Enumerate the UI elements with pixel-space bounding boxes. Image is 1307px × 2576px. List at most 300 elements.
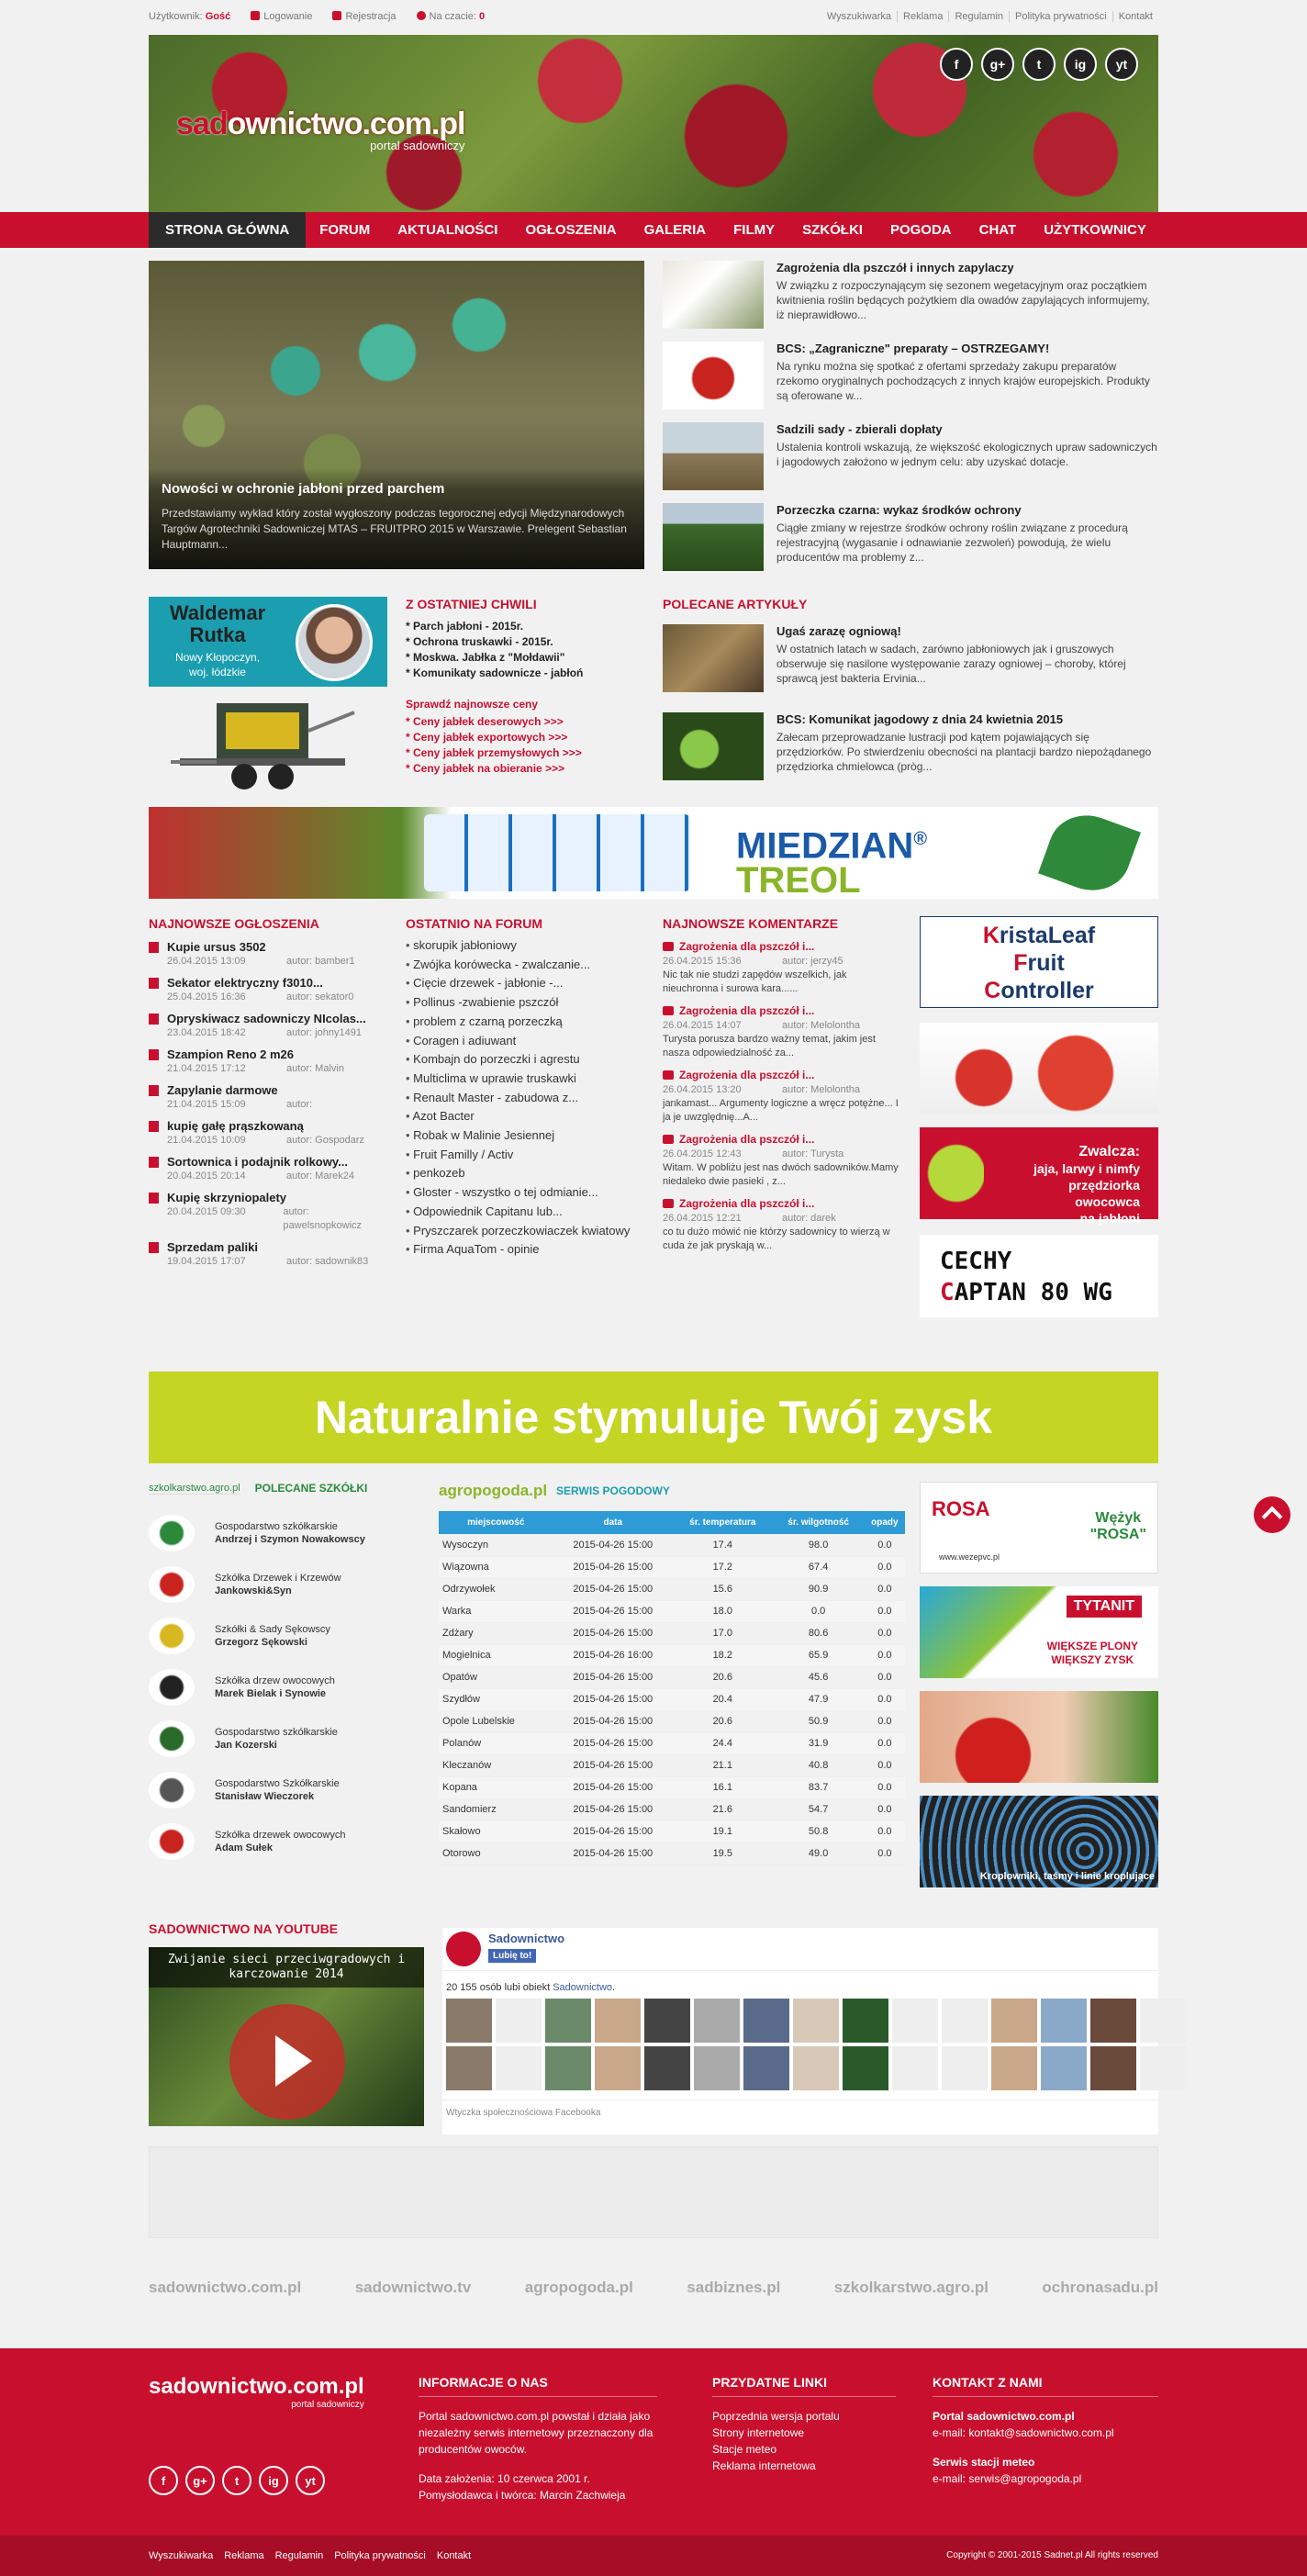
article-text: W ostatnich latach w sadach, zarówno jabłoniowych jak i gruszowych obserwuje się nasilone występowanie zarazy ogniowej – choroby, której sprawcą jest bakteria Ervinia... (776, 643, 1126, 685)
news-item[interactable] (663, 503, 1158, 584)
fb-face-avatar[interactable] (1041, 1999, 1087, 2043)
latest-item[interactable]: * Parch jabłoni - 2015r. (406, 620, 524, 633)
forum-topic[interactable]: • penkozeb (406, 1164, 644, 1183)
weather-cell: 2015-04-26 15:00 (553, 1622, 673, 1644)
nursery-type: Gospodarstwo szkółkarskie (215, 1521, 338, 1532)
nursery-name[interactable]: Grzegorz Sękowski (215, 1637, 307, 1648)
latest-classifieds (149, 916, 387, 1276)
zwalcza-ad[interactable]: Zwalcza: jaja, larwy i nimfy przędziorka owocowca na jabłoni (920, 1127, 1158, 1219)
fb-face-avatar[interactable] (446, 2046, 492, 2090)
nursery-logo[interactable] (149, 1618, 195, 1654)
forum-topic[interactable]: • problem z czarną porzeczką (406, 1013, 644, 1032)
footer-link[interactable]: Stacje meteo (712, 2443, 777, 2456)
grower-last-name: Rutka (189, 623, 246, 646)
comment-item[interactable] (663, 1004, 901, 1060)
weather-col-header: opady (865, 1511, 905, 1534)
comment-item[interactable] (663, 940, 901, 996)
news-item[interactable] (663, 342, 1158, 422)
weather-cell: 67.4 (773, 1556, 865, 1578)
fb-page-avatar[interactable] (446, 1932, 481, 1966)
nursery-item[interactable] (149, 1662, 413, 1713)
bottom-link[interactable]: Kontakt (436, 2550, 472, 2561)
nursery-logo[interactable] (149, 1669, 195, 1706)
article-title[interactable]: BCS: Komunikat jagodowy z dnia 24 kwietnia 2015 (776, 712, 1064, 726)
article-title[interactable]: Ugaś zarazę ogniową! (776, 624, 901, 638)
miedzian-ad-banner[interactable]: MIEDZIAN® TREOL (149, 807, 1158, 899)
classified-meta (167, 991, 387, 1004)
price-link[interactable]: * Ceny jabłek przemysłowych >>> (406, 746, 582, 759)
fb-face-avatar[interactable] (1041, 2046, 1087, 2090)
classified-title[interactable]: Kupię skrzyniopalety (167, 1191, 287, 1204)
nav-weather[interactable]: POGODA (889, 222, 952, 238)
nursery-name[interactable]: Jan Kozerski (215, 1740, 277, 1751)
classified-item[interactable] (149, 1119, 387, 1148)
weather-cell: 90.9 (773, 1578, 865, 1600)
classifieds-title: NAJNOWSZE OGŁOSZENIA (149, 916, 319, 931)
weather-cell[interactable]: Opatów (439, 1666, 553, 1688)
fb-face-avatar[interactable] (942, 1999, 988, 2043)
fb-face-avatar[interactable] (743, 1999, 789, 2043)
fb-face-avatar[interactable] (892, 2046, 938, 2090)
nursery-text (215, 1623, 330, 1649)
classified-title[interactable]: Kupie ursus 3502 (167, 940, 266, 954)
classified-title[interactable]: kupię gałę prąszkowaną (167, 1119, 304, 1133)
fb-face-avatar[interactable] (1140, 2046, 1186, 2090)
top-link-search[interactable]: Wyszukiwarka (826, 11, 892, 22)
comment-meta (663, 1213, 901, 1224)
nurseries-logo[interactable]: szkolkarstwo.agro.pl (149, 1482, 240, 1494)
fb-face-avatar[interactable] (694, 1999, 740, 2043)
classified-date: 21.04.2015 17:12 (167, 1063, 246, 1074)
news-item[interactable] (663, 422, 1158, 503)
comment-text: Witam. W pobliżu jest nas dwóch sadowników.Mamy niedaleko dwie pasieki , z... (663, 1162, 899, 1187)
footer-link[interactable]: Reklama internetowa (712, 2459, 816, 2472)
fb-face-avatar[interactable] (942, 2046, 988, 2090)
weather-cell[interactable]: Skałowo (439, 1820, 553, 1842)
nursery-logo[interactable] (149, 1772, 195, 1809)
weather-cell: 18.2 (673, 1644, 773, 1666)
nursery-item[interactable] (149, 1764, 413, 1816)
classified-item[interactable] (149, 1155, 387, 1183)
classified-author: autor: sekator0 (286, 991, 354, 1002)
forum-topic[interactable]: • Robak w Malinie Jesiennej (406, 1126, 644, 1146)
classified-item[interactable] (149, 1240, 387, 1269)
comment-title[interactable]: Zagrożenia dla pszczół i... (663, 1197, 901, 1210)
weather-cell: 0.0 (865, 1710, 905, 1732)
comment-item[interactable] (663, 1069, 901, 1125)
site-logo[interactable]: sadownictwo.com.pl portal sadowniczy (176, 106, 465, 152)
twitter-icon[interactable]: t (1022, 48, 1056, 81)
comment-meta (663, 1148, 901, 1159)
classified-author: autor: bamber1 (286, 956, 355, 967)
weather-cell[interactable]: Warka (439, 1600, 553, 1622)
forum-topic[interactable]: • Coragen i adiuwant (406, 1032, 644, 1051)
ad-placeholder (149, 2146, 1158, 2238)
nursery-item[interactable] (149, 1713, 413, 1764)
top-link-ads[interactable]: Reklama (897, 11, 948, 22)
fb-face-avatar[interactable] (644, 2046, 690, 2090)
classified-date: 23.04.2015 18:42 (167, 1027, 246, 1038)
fb-faces (442, 1999, 1158, 2090)
scroll-to-top-button[interactable] (1254, 1496, 1290, 1533)
weather-cell: 20.6 (673, 1666, 773, 1688)
weather-cell[interactable]: Opole Lubelskie (439, 1710, 553, 1732)
captan-ad[interactable]: CECHY CAPTAN 80 WG (920, 1235, 1158, 1317)
fb-page-name[interactable]: Sadownictwo (488, 1932, 565, 1945)
news-list (663, 261, 1158, 584)
fb-likes-count: 20 155 osób lubi obiekt Sadownictwo. (442, 1970, 1158, 1999)
news-thumbnail[interactable] (663, 261, 764, 329)
fb-face-avatar[interactable] (793, 2046, 839, 2090)
nursery-name[interactable]: Stanisław Wieczorek (215, 1791, 315, 1802)
price-link[interactable]: * Ceny jabłek na obieranie >>> (406, 762, 565, 775)
fb-face-avatar[interactable] (644, 1999, 690, 2043)
forum-topic[interactable]: • Renault Master - zabudowa z... (406, 1089, 644, 1108)
hero-title[interactable]: Nowości w ochronie jabłoni przed parchem (162, 481, 445, 497)
nav-forum[interactable]: FORUM (319, 222, 371, 238)
classified-title[interactable]: Sortownica i podajnik rolkowy... (167, 1155, 348, 1169)
classified-item[interactable] (149, 1012, 387, 1040)
apple-face-ad[interactable] (920, 1691, 1158, 1783)
news-thumbnail[interactable] (663, 342, 764, 409)
weather-cell: 2015-04-26 15:00 (553, 1732, 673, 1754)
featured-grower[interactable] (149, 597, 387, 687)
latest-news (406, 597, 644, 777)
forum-topic[interactable]: • Pollinus -zwabienie pszczół (406, 993, 644, 1013)
classified-item[interactable] (149, 1047, 387, 1076)
comment-title[interactable]: Zagrożenia dla pszczół i... (663, 1069, 901, 1081)
instagram-icon[interactable]: ig (259, 2466, 288, 2495)
weather-cell: 0.0 (865, 1820, 905, 1842)
nav-chat[interactable]: CHAT (978, 222, 1017, 238)
partner-logo[interactable]: sadownictwo.tv (354, 2279, 472, 2296)
weather-cell: 2015-04-26 15:00 (553, 1798, 673, 1820)
recommended-title: POLECANE ARTYKUŁY (663, 597, 808, 611)
forum-topic[interactable]: • Odpowiednik Capitanu lub... (406, 1203, 644, 1222)
weather-cell[interactable]: Wiązowna (439, 1556, 553, 1578)
youtube-icon[interactable]: yt (296, 2466, 325, 2495)
grower-town: Nowy Kłopoczyn, (174, 651, 261, 664)
forum-topic[interactable]: • Azot Bacter (406, 1107, 644, 1126)
strawberry-ad[interactable] (920, 1023, 1158, 1114)
forum-topic[interactable]: • Fruit Familly / Activ (406, 1146, 644, 1165)
classified-author: autor: (286, 1099, 313, 1110)
grower-region: woj. łódzkie (188, 666, 247, 678)
weather-row (439, 1556, 905, 1578)
weather-cell[interactable]: Polanów (439, 1732, 553, 1754)
youtube-video[interactable]: Zwijanie sieci przeciwgradowych i karczowanie 2014 (149, 1947, 424, 2126)
nursery-logo[interactable] (149, 1720, 195, 1757)
footer-contact: KONTAKT Z NAMI Portal sadownictwo.com.pl e-mail: kontakt@sadownictwo.com.pl Serwis stacji meteo e-mail: serwis@agropogoda.pl (933, 2374, 1158, 2500)
forum-topic[interactable]: • skorupik jabłoniowy (406, 936, 644, 956)
fb-plugin-label[interactable]: Wtyczka społecznościowa Facebooka (442, 2100, 1158, 2125)
weather-cell: 2015-04-26 15:00 (553, 1688, 673, 1710)
bottom-link[interactable]: Reklama (224, 2550, 264, 2561)
fb-face-avatar[interactable] (694, 2046, 740, 2090)
partner-logo[interactable]: sadownictwo.com.pl (149, 2279, 302, 2296)
nursery-type: Szkółka drzew owocowych (215, 1675, 335, 1686)
classified-date: 19.04.2015 17:07 (167, 1256, 246, 1267)
footer-link[interactable]: Strony internetowe (712, 2426, 805, 2439)
comment-item[interactable] (663, 1197, 901, 1253)
nursery-item[interactable] (149, 1816, 413, 1867)
twitter-icon[interactable]: t (222, 2466, 251, 2495)
yellow-ad-banner[interactable]: Naturalnie stymuluje Twój zysk (149, 1372, 1158, 1463)
drip-line-ad[interactable]: Kroplowniki, taśmy i linie kroplujące (920, 1796, 1158, 1887)
fb-face-avatar[interactable] (446, 1999, 492, 2043)
comment-item[interactable] (663, 1133, 901, 1189)
footer-logo[interactable]: sadownictwo.com.pl portal sadowniczy (149, 2374, 364, 2410)
nursery-item[interactable] (149, 1610, 413, 1662)
classified-item[interactable] (149, 940, 387, 969)
instagram-icon[interactable]: ig (1064, 48, 1097, 81)
nursery-item[interactable] (149, 1559, 413, 1610)
facebook-icon[interactable]: f (149, 2466, 178, 2495)
weather-cell: 0.0 (865, 1622, 905, 1644)
nursery-text (215, 1777, 340, 1803)
article-thumbnail[interactable] (663, 624, 764, 692)
nursery-item[interactable] (149, 1507, 413, 1559)
nurseries-title: POLECANE SZKÓŁKI (254, 1482, 368, 1495)
latest-item[interactable]: * Komunikaty sadownicze - jabłoń (406, 666, 584, 679)
classified-author: autor: Marek24 (286, 1170, 354, 1182)
nursery-text (215, 1674, 335, 1700)
forum-topic[interactable]: • Cięcie drzewek - jabłonie -... (406, 974, 644, 993)
article-thumbnail[interactable] (663, 712, 764, 780)
footer (0, 2348, 1307, 2536)
fb-face-avatar[interactable] (1140, 1999, 1186, 2043)
nursery-type: Szkółka Drzewek i Krzewów (215, 1573, 341, 1584)
news-title[interactable]: BCS: „Zagraniczne" preparaty – OSTRZEGAMY! (776, 342, 1050, 355)
partner-logo[interactable]: szkolkarstwo.agro.pl (833, 2279, 989, 2296)
comment-date: 26.04.2015 12:43 (663, 1148, 742, 1159)
weather-cell: 16.1 (673, 1776, 773, 1798)
price-link[interactable]: * Ceny jabłek exportowych >>> (406, 731, 568, 744)
weather-row (439, 1732, 905, 1754)
weather-row (439, 1754, 905, 1776)
weather-cell: 0.0 (865, 1754, 905, 1776)
weather-cell[interactable]: Kopana (439, 1776, 553, 1798)
bottom-link[interactable]: Polityka prywatności (334, 2550, 426, 2561)
forum-topic[interactable]: • Firma AquaTom - opinie (406, 1240, 644, 1260)
fb-like-button[interactable]: Lubię to! (488, 1949, 536, 1963)
nursery-name[interactable]: Jankowski&Syn (215, 1585, 292, 1596)
news-text: Ustalenia kontroli wskazują, że większość ekologicznych upraw sadowniczych i jagodowych założono w jednym celu: aby uzyskać dotacje. (776, 441, 1157, 468)
weather-cell: 24.4 (673, 1732, 773, 1754)
main-nav (0, 212, 1307, 248)
nursery-name[interactable]: Adam Sułek (215, 1842, 273, 1854)
classified-title[interactable]: Zapylanie darmowe (167, 1083, 278, 1097)
fb-face-avatar[interactable] (743, 2046, 789, 2090)
comment-title[interactable]: Zagrożenia dla pszczół i... (663, 1133, 901, 1146)
weather-cell: 2015-04-26 15:00 (553, 1820, 673, 1842)
classified-meta (167, 1026, 387, 1040)
footer-link[interactable]: Poprzednia wersja portalu (712, 2410, 840, 2423)
user-status: Użytkownik: Gość (149, 11, 231, 22)
sprayer-ad-image[interactable] (162, 694, 363, 795)
comment-author: autor: Melolontha (782, 1020, 860, 1031)
forum-topic[interactable]: • Kombajn do porzeczki i agrestu (406, 1050, 644, 1070)
nav-users[interactable]: UŻYTKOWNICY (1044, 222, 1146, 238)
comment-title[interactable]: Zagrożenia dla pszczół i... (663, 940, 901, 953)
fb-face-avatar[interactable] (1090, 1999, 1136, 2043)
partner-logos (149, 2279, 1158, 2297)
footer-about: INFORMACJE O NAS Portal sadownictwo.com.pl powstał i działa jako niezależny serwis internetowy przeznaczony dla producentów owoców. Data założenia: 10 czerwca 2001 r. Pomysłodawca i twórca: Marcin Zachwieja (419, 2374, 657, 2503)
login-link[interactable]: Logowanie (251, 11, 312, 22)
latest-item[interactable]: * Ochrona truskawki - 2015r. (406, 635, 553, 648)
weather-cell: 0.0 (865, 1842, 905, 1865)
weather-row (439, 1600, 905, 1622)
fb-face-avatar[interactable] (1090, 2046, 1136, 2090)
weather-cell: 0.0 (865, 1556, 905, 1578)
weather-cell: 17.4 (673, 1534, 773, 1556)
fb-face-avatar[interactable] (545, 2046, 591, 2090)
fb-face-avatar[interactable] (496, 1999, 542, 2043)
nursery-name[interactable]: Marek Bielak i Synowie (215, 1688, 327, 1699)
partner-logo[interactable]: agropogoda.pl (524, 2279, 633, 2296)
fb-face-avatar[interactable] (892, 1999, 938, 2043)
chat-status[interactable]: Na czacie: 0 (417, 11, 486, 22)
forum-topic[interactable]: • Gloster - wszystko o tej odmianie... (406, 1183, 644, 1203)
weather-cell: 20.6 (673, 1710, 773, 1732)
classified-item[interactable] (149, 976, 387, 1004)
forum-topic[interactable]: • Pryszczarek porzeczkowiaczek kwiatowy (406, 1222, 644, 1241)
classified-item[interactable] (149, 1083, 387, 1112)
google-plus-icon[interactable]: g+ (981, 48, 1014, 81)
nursery-text (215, 1572, 341, 1597)
weather-row (439, 1534, 905, 1556)
bottom-link[interactable]: Regulamin (274, 2550, 324, 2561)
news-item[interactable] (663, 261, 1158, 342)
classified-meta (167, 1255, 387, 1269)
nursery-name[interactable]: Andrzej i Szymon Nowakowscy (215, 1534, 365, 1545)
weather-cell: 2015-04-26 15:00 (553, 1842, 673, 1865)
weather-cell[interactable]: Odrzywołek (439, 1578, 553, 1600)
forum-latest (406, 916, 644, 1260)
comment-author: autor: jerzy45 (782, 956, 843, 967)
news-title[interactable]: Sadzili sady - zbierali dopłaty (776, 422, 943, 436)
nav-nurseries[interactable]: SZKÓŁKI (802, 222, 863, 238)
fb-face-avatar[interactable] (793, 1999, 839, 2043)
weather-cell: 2015-04-26 15:00 (553, 1710, 673, 1732)
news-title[interactable]: Zagrożenia dla pszczół i innych zapylaczy (776, 261, 1014, 274)
fb-face-avatar[interactable] (843, 1999, 888, 2043)
bottom-link[interactable]: Wyszukiwarka (149, 2550, 214, 2561)
partner-logo[interactable]: ochronasadu.pl (1042, 2279, 1158, 2296)
nav-home[interactable]: STRONA GŁÓWNA (149, 212, 306, 248)
classified-title[interactable]: Sprzedam paliki (167, 1240, 258, 1254)
weather-row (439, 1666, 905, 1688)
weather-cell[interactable]: Kleczanów (439, 1754, 553, 1776)
weather-cell: 2015-04-26 15:00 (553, 1776, 673, 1798)
weather-row (439, 1776, 905, 1798)
forum-topic[interactable]: • Zwójka korówecka - zwalczanie... (406, 956, 644, 975)
hero-article[interactable] (149, 261, 644, 569)
footer-links: PRZYDATNE LINKI Poprzednia wersja portalu Strony internetowe Stacje meteo Reklama internetowa (712, 2374, 896, 2474)
fb-face-avatar[interactable] (991, 2046, 1037, 2090)
fb-face-avatar[interactable] (595, 2046, 641, 2090)
comment-title[interactable]: Zagrożenia dla pszczół i... (663, 1004, 901, 1017)
weather-cell[interactable]: Szydłów (439, 1688, 553, 1710)
classified-meta (167, 1098, 387, 1112)
nav-films[interactable]: FILMY (733, 222, 776, 238)
weather-cell[interactable]: Wysoczyn (439, 1534, 553, 1556)
weather-cell: 31.9 (773, 1732, 865, 1754)
weather-cell: 0.0 (865, 1666, 905, 1688)
weather-cell: 40.8 (773, 1754, 865, 1776)
top-link-terms[interactable]: Regulamin (948, 11, 1009, 22)
fb-face-avatar[interactable] (496, 2046, 542, 2090)
classified-author: autor: Gospodarz (286, 1135, 364, 1146)
fb-face-avatar[interactable] (595, 1999, 641, 2043)
classified-title[interactable]: Opryskiwacz sadowniczy NIcolas... (167, 1012, 366, 1025)
nav-gallery[interactable]: GALERIA (643, 222, 707, 238)
tytanit-ad[interactable]: TYTANIT WIĘKSZE PLONY WIĘKSZY ZYSK (920, 1586, 1158, 1678)
news-title[interactable]: Porzeczka czarna: wykaz środków ochrony (776, 503, 1022, 517)
nav-ads[interactable]: OGŁOSZENIA (525, 222, 617, 238)
youtube-section (149, 1921, 424, 2126)
fb-face-avatar[interactable] (545, 1999, 591, 2043)
weather-cell: 45.6 (773, 1666, 865, 1688)
nursery-logo[interactable] (149, 1823, 195, 1860)
recommended-nurseries (149, 1482, 413, 1867)
play-icon[interactable] (229, 2004, 345, 2120)
price-link[interactable]: * Ceny jabłek deserowych >>> (406, 715, 564, 728)
forum-topic[interactable]: • Multiclima w uprawie truskawki (406, 1070, 644, 1089)
fb-face-avatar[interactable] (991, 1999, 1037, 2043)
weather-cell[interactable]: Mogielnica (439, 1644, 553, 1666)
weather-cell[interactable]: Zdżary (439, 1622, 553, 1644)
top-link-privacy[interactable]: Polityka prywatności (1009, 11, 1112, 22)
weather-cell[interactable]: Sandomierz (439, 1798, 553, 1820)
youtube-icon[interactable]: yt (1105, 48, 1138, 81)
weather-cell: 2015-04-26 15:00 (553, 1578, 673, 1600)
top-link-contact[interactable]: Kontakt (1112, 11, 1158, 22)
news-thumbnail[interactable] (663, 503, 764, 571)
recommended-item[interactable] (663, 624, 1158, 703)
google-plus-icon[interactable]: g+ (185, 2466, 215, 2495)
register-link[interactable]: Rejestracja (332, 11, 396, 22)
nursery-logo[interactable] (149, 1566, 195, 1603)
nursery-logo[interactable] (149, 1515, 195, 1551)
classified-title[interactable]: Sekator elektryczny f3010... (167, 976, 323, 990)
fb-face-avatar[interactable] (843, 2046, 888, 2090)
weather-cell[interactable]: Otorowo (439, 1842, 553, 1865)
classified-meta (167, 1134, 387, 1148)
recommended-item[interactable] (663, 712, 1158, 791)
classified-date: 21.04.2015 10:09 (167, 1135, 246, 1146)
classified-date: 25.04.2015 16:36 (167, 991, 246, 1002)
news-thumbnail[interactable] (663, 422, 764, 490)
weather-col-header: miejscowość (439, 1511, 553, 1534)
top-bar (0, 0, 1307, 35)
facebook-icon[interactable]: f (940, 48, 973, 81)
comment-date: 26.04.2015 13:20 (663, 1084, 742, 1095)
rosa-hose-ad[interactable]: ROSA Wężyk "ROSA" www.wezepvc.pl (920, 1482, 1158, 1574)
classified-date: 21.04.2015 15:09 (167, 1099, 246, 1110)
latest-item[interactable]: * Moskwa. Jabłka z "Mołdawii" (406, 651, 565, 664)
classified-item[interactable] (149, 1191, 387, 1233)
weather-col-header: data (553, 1511, 673, 1534)
classified-title[interactable]: Szampion Reno 2 m26 (167, 1047, 294, 1061)
partner-logo[interactable]: sadbiznes.pl (687, 2279, 781, 2296)
weather-service (439, 1482, 905, 1865)
nav-news[interactable]: AKTUALNOŚCI (397, 222, 498, 238)
agropogoda-logo[interactable]: agropogoda.pl (439, 1482, 548, 1499)
kristaleaf-ad[interactable]: KristaLeaf Fruit Controller (920, 916, 1158, 1008)
weather-cell: 0.0 (865, 1534, 905, 1556)
weather-cell: 2015-04-26 15:00 (553, 1666, 673, 1688)
